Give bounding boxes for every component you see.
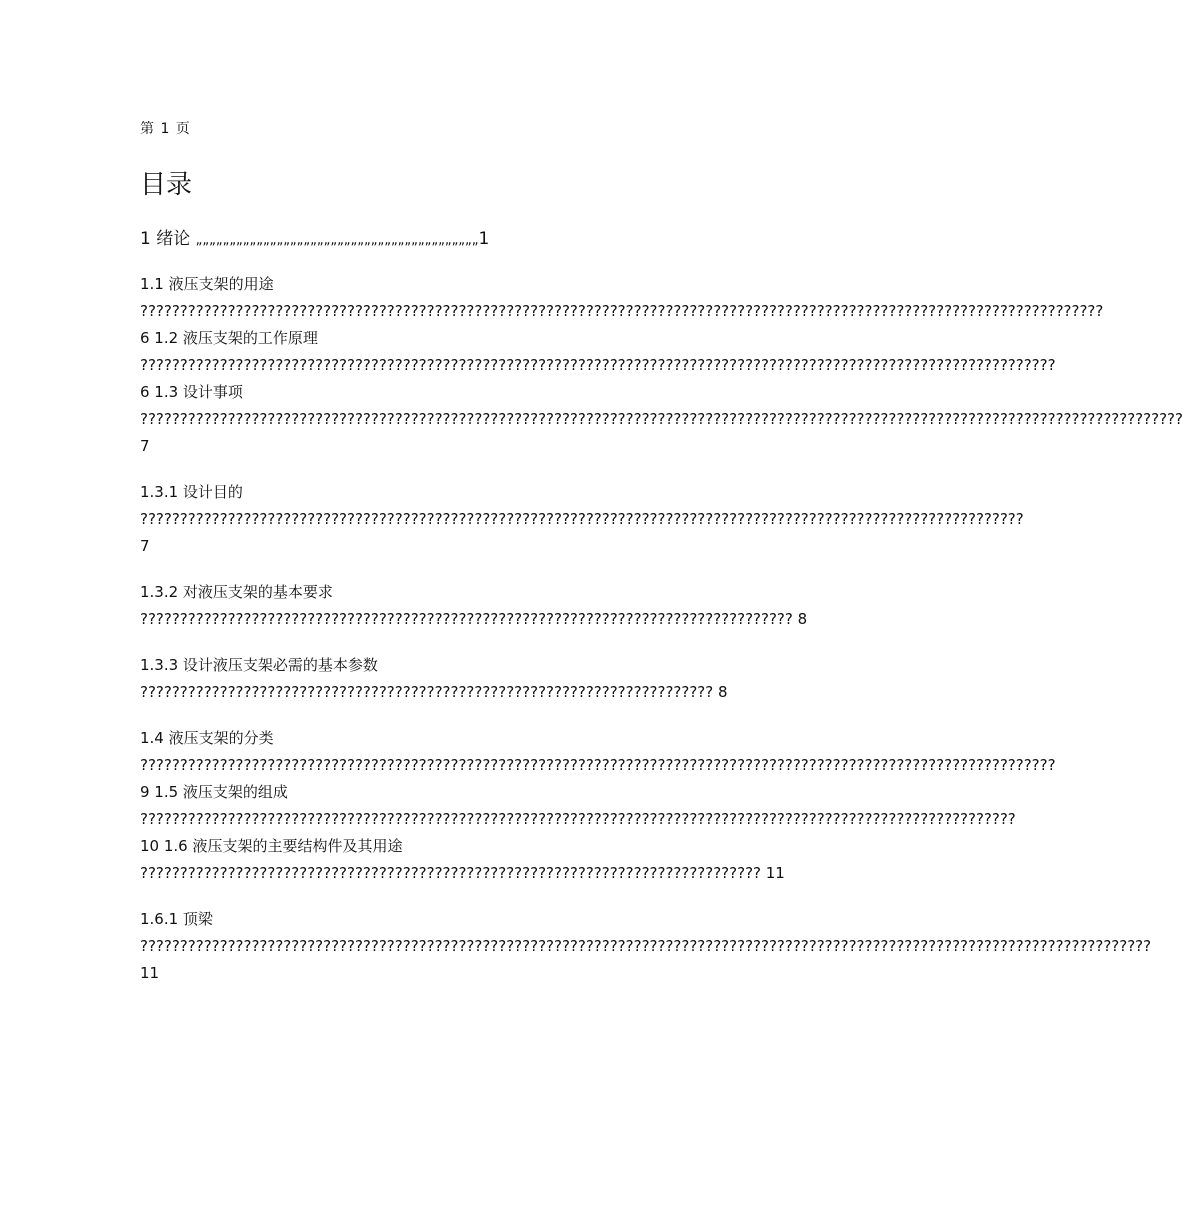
- toc-chapter-entry[interactable]: [140, 224, 489, 249]
- chapter-page-number: 1: [478, 229, 490, 249]
- toc-paragraph[interactable]: 1.3.1 设计目的 ??????????????????????????????????????????????????????????????????????????????????????????????????????????????? 7: [140, 483, 1024, 555]
- chapter-label: 1 绪论: [140, 229, 191, 249]
- toc-paragraph[interactable]: 1.1 液压支架的用途 ????????????????????????????????????????????????????????????????????????????????????????????????????????????????????????? 6 1.2 液压支架的工作原理 ??????????????????????????????????????????????????????????????????????????????????????????????????????????????????? 6 1.3 设计事项 ??????????????????????????????????????????????????????????????????????????????????????????????????????????????????????????????????? 7: [140, 275, 1183, 455]
- toc-paragraph[interactable]: 1.6.1 顶梁 ??????????????????????????????????????????????????????????????????????????????????????????????????????????????????????????????? 11: [140, 910, 1152, 982]
- page-number: 第 1 页: [140, 121, 191, 137]
- toc-title: 目录: [140, 170, 193, 200]
- toc-entries: [140, 271, 1183, 1006]
- toc-paragraph[interactable]: 1.3.3 设计液压支架必需的基本参数 ???????????????????????????????????????????????????????????????????????? 8: [140, 656, 728, 701]
- toc-paragraph[interactable]: 1.4 液压支架的分类 ??????????????????????????????????????????????????????????????????????????????????????????????????????????????????? 9 1.5 液压支架的组成 ?????????????????????????????????????????????????????????????????????????????????????????????????????????????? 10 1.6 液压支架的主要结构件及其用途 ?????????????????????????????????????????????????????????????????????????????? 11: [140, 729, 1056, 882]
- chapter-leader-dots: „„„„„„„„„„„„„„„„„„„„„„„„„„„„„„„„„„„„„„„„„„: [195, 233, 479, 248]
- toc-paragraph[interactable]: 1.3.2 对液压支架的基本要求 ?????????????????????????????????????????????????????????????????????????????????? 8: [140, 583, 808, 628]
